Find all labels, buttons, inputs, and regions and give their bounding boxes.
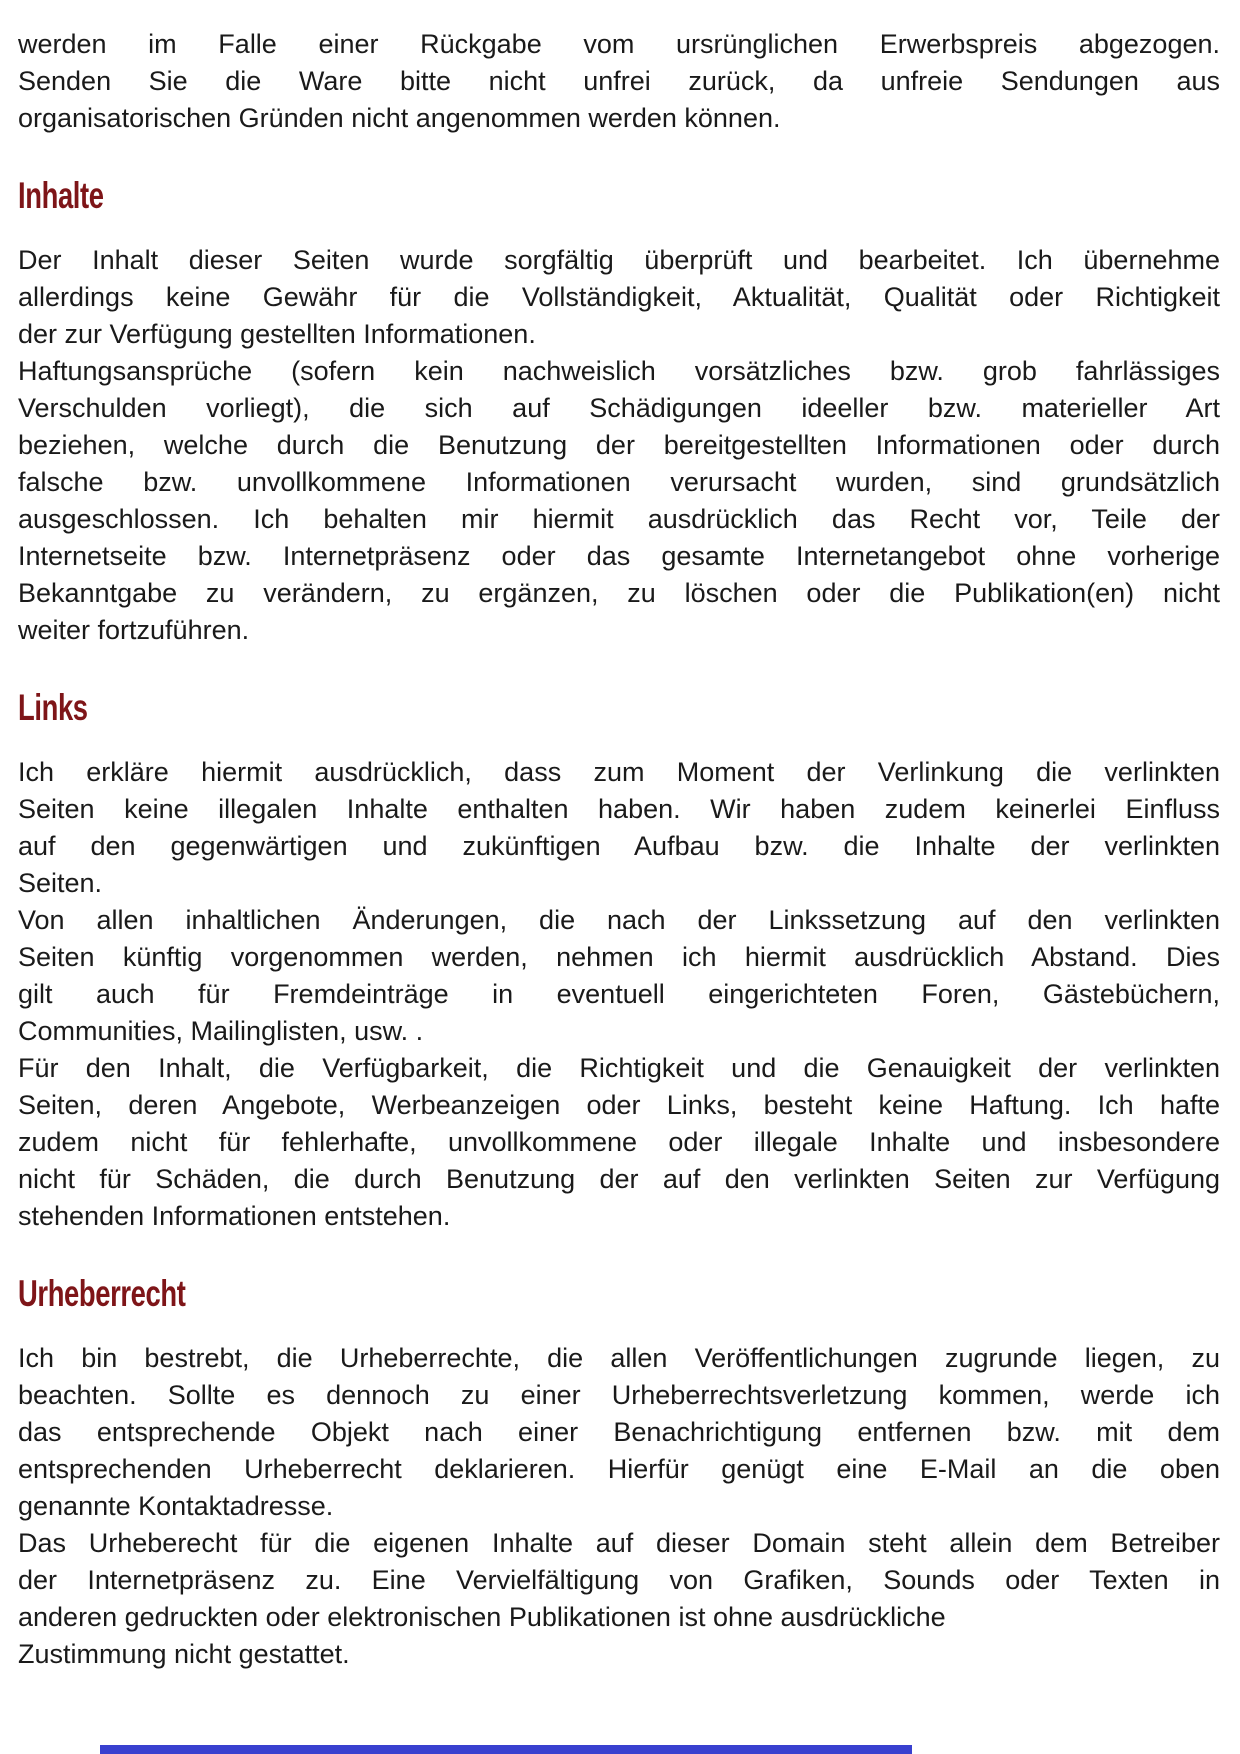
section-heading-label: Urheberrecht bbox=[18, 1273, 186, 1314]
text-line: der Internetpräsenz zu. Eine Vervielfältigung von Grafiken, Sounds oder Texten in bbox=[18, 1565, 1220, 1595]
text-line: falsche bzw. unvollkommene Informationen verursacht wurden, sind grundsätzlich bbox=[18, 467, 1220, 497]
section-heading-label: Inhalte bbox=[18, 175, 104, 216]
text-line: Ich bin bestrebt, die Urheberrechte, die allen Veröffentlichungen zugrunde liegen, zu bbox=[18, 1343, 1220, 1373]
paragraph bbox=[18, 26, 1220, 137]
text-line: Internetseite bzw. Internetpräsenz oder das gesamte Internetangebot ohne vorherige bbox=[18, 541, 1220, 571]
text-line: der zur Verfügung gestellten Informationen. bbox=[18, 319, 536, 349]
text-line: werden im Falle einer Rückgabe vom ursrünglichen Erwerbspreis abgezogen. bbox=[18, 29, 1220, 59]
text-line: ausgeschlossen. Ich behalten mir hiermit ausdrücklich das Recht vor, Teile der bbox=[18, 504, 1220, 534]
paragraph bbox=[18, 1340, 1220, 1673]
text-line: Verschulden vorliegt), die sich auf Schädigungen ideeller bzw. materieller Art bbox=[18, 393, 1220, 423]
text-line: zudem nicht für fehlerhafte, unvollkommene oder illegale Inhalte und insbesondere bbox=[18, 1127, 1220, 1157]
footer-divider-bar bbox=[100, 1745, 912, 1754]
text-line: Seiten. bbox=[18, 868, 103, 898]
text-line: Haftungsansprüche (sofern kein nachweislich vorsätzliches bzw. grob fahrlässiges bbox=[18, 356, 1220, 386]
text-line: weiter fortzuführen. bbox=[18, 615, 250, 645]
text-line: das entsprechende Objekt nach einer Benachrichtigung entfernen bzw. mit dem bbox=[18, 1417, 1220, 1447]
text-line: auf den gegenwärtigen und zukünftigen Aufbau bzw. die Inhalte der verlinkten bbox=[18, 831, 1220, 861]
text-line: nicht für Schäden, die durch Benutzung der auf den verlinkten Seiten zur Verfügung bbox=[18, 1164, 1220, 1194]
section-heading bbox=[18, 689, 1220, 726]
text-line: entsprechenden Urheberrecht deklarieren. Hierfür genügt eine E-Mail an die oben bbox=[18, 1454, 1220, 1484]
text-line: beziehen, welche durch die Benutzung der bereitgestellten Informationen oder durch bbox=[18, 430, 1220, 460]
text-line: Das Urheberecht für die eigenen Inhalte auf dieser Domain steht allein dem Betreiber bbox=[18, 1528, 1220, 1558]
text-line: Bekanntgabe zu verändern, zu ergänzen, zu löschen oder die Publikation(en) nicht bbox=[18, 578, 1220, 608]
section-heading bbox=[18, 177, 1220, 214]
text-line: Seiten, deren Angebote, Werbeanzeigen oder Links, besteht keine Haftung. Ich hafte bbox=[18, 1090, 1220, 1120]
text-line: Senden Sie die Ware bitte nicht unfrei zurück, da unfreie Sendungen aus bbox=[18, 66, 1220, 96]
text-line: Für den Inhalt, die Verfügbarkeit, die Richtigkeit und die Genauigkeit der verlinkten bbox=[18, 1053, 1220, 1083]
text-line: Seiten künftig vorgenommen werden, nehmen ich hiermit ausdrücklich Abstand. Dies bbox=[18, 942, 1220, 972]
text-line: Der Inhalt dieser Seiten wurde sorgfältig überprüft und bearbeitet. Ich übernehme bbox=[18, 245, 1220, 275]
text-line: beachten. Sollte es dennoch zu einer Urheberrechtsverletzung kommen, werde ich bbox=[18, 1380, 1220, 1410]
text-line: stehenden Informationen entstehen. bbox=[18, 1201, 451, 1231]
text-line: Zustimmung nicht gestattet. bbox=[18, 1639, 350, 1669]
text-line: Ich erkläre hiermit ausdrücklich, dass zum Moment der Verlinkung die verlinkten bbox=[18, 757, 1220, 787]
text-line: organisatorischen Gründen nicht angenommen werden können. bbox=[18, 103, 781, 133]
paragraph bbox=[18, 754, 1220, 1235]
text-line: genannte Kontaktadresse. bbox=[18, 1491, 334, 1521]
section-heading-label: Links bbox=[18, 687, 88, 728]
section-heading bbox=[18, 1275, 1220, 1312]
text-line: Communities, Mailinglisten, usw. . bbox=[18, 1016, 424, 1046]
paragraph bbox=[18, 242, 1220, 649]
text-line: gilt auch für Fremdeinträge in eventuell eingerichteten Foren, Gästebüchern, bbox=[18, 979, 1220, 1009]
text-line: Seiten keine illegalen Inhalte enthalten haben. Wir haben zudem keinerlei Einfluss bbox=[18, 794, 1220, 824]
text-line: Von allen inhaltlichen Änderungen, die nach der Linkssetzung auf den verlinkten bbox=[18, 905, 1220, 935]
text-line: allerdings keine Gewähr für die Vollständigkeit, Aktualität, Qualität oder Richtigkeit bbox=[18, 282, 1220, 312]
text-line: anderen gedruckten oder elektronischen Publikationen ist ohne ausdrückliche bbox=[18, 1602, 946, 1632]
